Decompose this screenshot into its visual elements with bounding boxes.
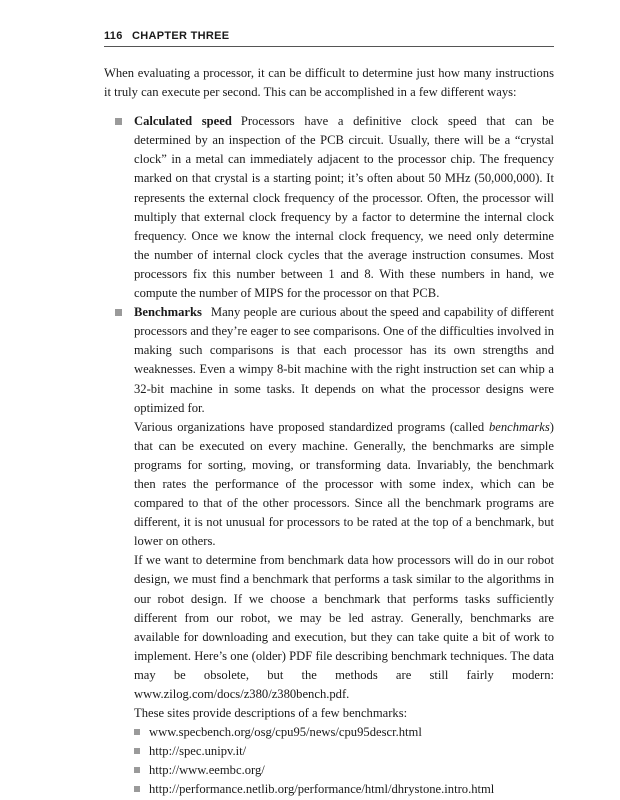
benchmarks-paragraph: [104, 418, 554, 552]
emphasis-term: benchmarks: [488, 419, 550, 434]
list-item: [134, 780, 554, 799]
page-number: 116: [104, 30, 123, 42]
bullet-text: Many people are curious about the speed and capability of different processors and they’re eager to see comparisons. One of the difficulties involved in making such comparisons is that each processor has its own strengths and weaknesses. Even a wimpy 8-bit machine with the right instruction set can whip a 32-bit machine in some tasks. It depends on what the processor designs were optimized for.: [134, 305, 554, 415]
intro-paragraph: When evaluating a processor, it can be difficult to determine just how many instructions it truly can execute per second. This can be accomplished in a few different ways:: [104, 66, 554, 100]
square-bullet-icon: [115, 309, 122, 316]
benchmarks-robot-paragraph: If we want to determine from benchmark data how processors will do in our robot design, we must find a benchmark that performs a task similar to the algorithms in our robot design. If we choose a benchmark that performs tasks sufficiently different from our robot, we may be led astray. Generally, benchmarks are available for downloading and execution, but they can take quite a bit of work to implement. Here’s one (older) PDF file describing benchmark techniques. The data may be obsolete, but the methods are still fairly modern: www.zilog.com/docs/z380/z380bench.pdf.: [134, 553, 554, 701]
chapter-title: CHAPTER THREE: [132, 30, 230, 42]
square-bullet-icon: [134, 767, 140, 773]
link-url: http://www.eembc.org/: [149, 763, 265, 778]
para-text: ) that can be executed on every machine. Generally, the benchmarks are simple programs for sorting, moving, or transforming data. Invariably, the benchmark then rates the performance of the processor with some index, which can be compared to that of the other processors. Since all the benchmark programs are different, it is not unusual for processors to be rated at the top of a benchmark, but lower on others.: [134, 419, 554, 549]
bullet-benchmarks: [104, 303, 554, 418]
list-item: [134, 761, 554, 780]
list-item: [134, 723, 554, 742]
list-item: [134, 742, 554, 761]
square-bullet-icon: [134, 729, 140, 735]
square-bullet-icon: [115, 118, 122, 125]
link-url: www.specbench.org/osg/cpu95/news/cpu95descr.html: [149, 725, 422, 740]
para-text: Various organizations have proposed standardized programs (called: [134, 419, 489, 434]
bullet-term: Benchmarks: [134, 305, 202, 320]
link-url: http://spec.unipv.it/: [149, 744, 247, 759]
bullet-text: Processors have a definitive clock speed that can be determined by an inspection of the PCB circuit. Usually, there will be a “crystal clock” in a metal can immediately adjacent to the processor chip. The frequency marked on that crystal is a starting point; it’s often about 50 MHz (50,000,000). It represents the external clock frequency of the processor. Often, the processor will multiply that external clock frequency by a factor to determine the internal clock frequency. Once we know the internal clock frequency, we need only determine the number of internal clock cycles that the average instruction consumes. Most processors fix this number between 1 and 8. With these numbers in hand, we compute the number of MIPS for the processor on that PCB.: [134, 114, 554, 301]
benchmark-links-list: [104, 723, 554, 799]
square-bullet-icon: [134, 748, 140, 754]
bullet-calculated-speed: [104, 112, 554, 303]
running-header: [104, 30, 554, 47]
sites-intro: These sites provide descriptions of a few benchmarks:: [134, 706, 408, 721]
link-url: http://performance.netlib.org/performance/html/dhrystone.intro.html: [149, 782, 495, 797]
bullet-term: Calculated speed: [134, 114, 232, 129]
square-bullet-icon: [134, 786, 140, 792]
page-body: [104, 64, 554, 800]
